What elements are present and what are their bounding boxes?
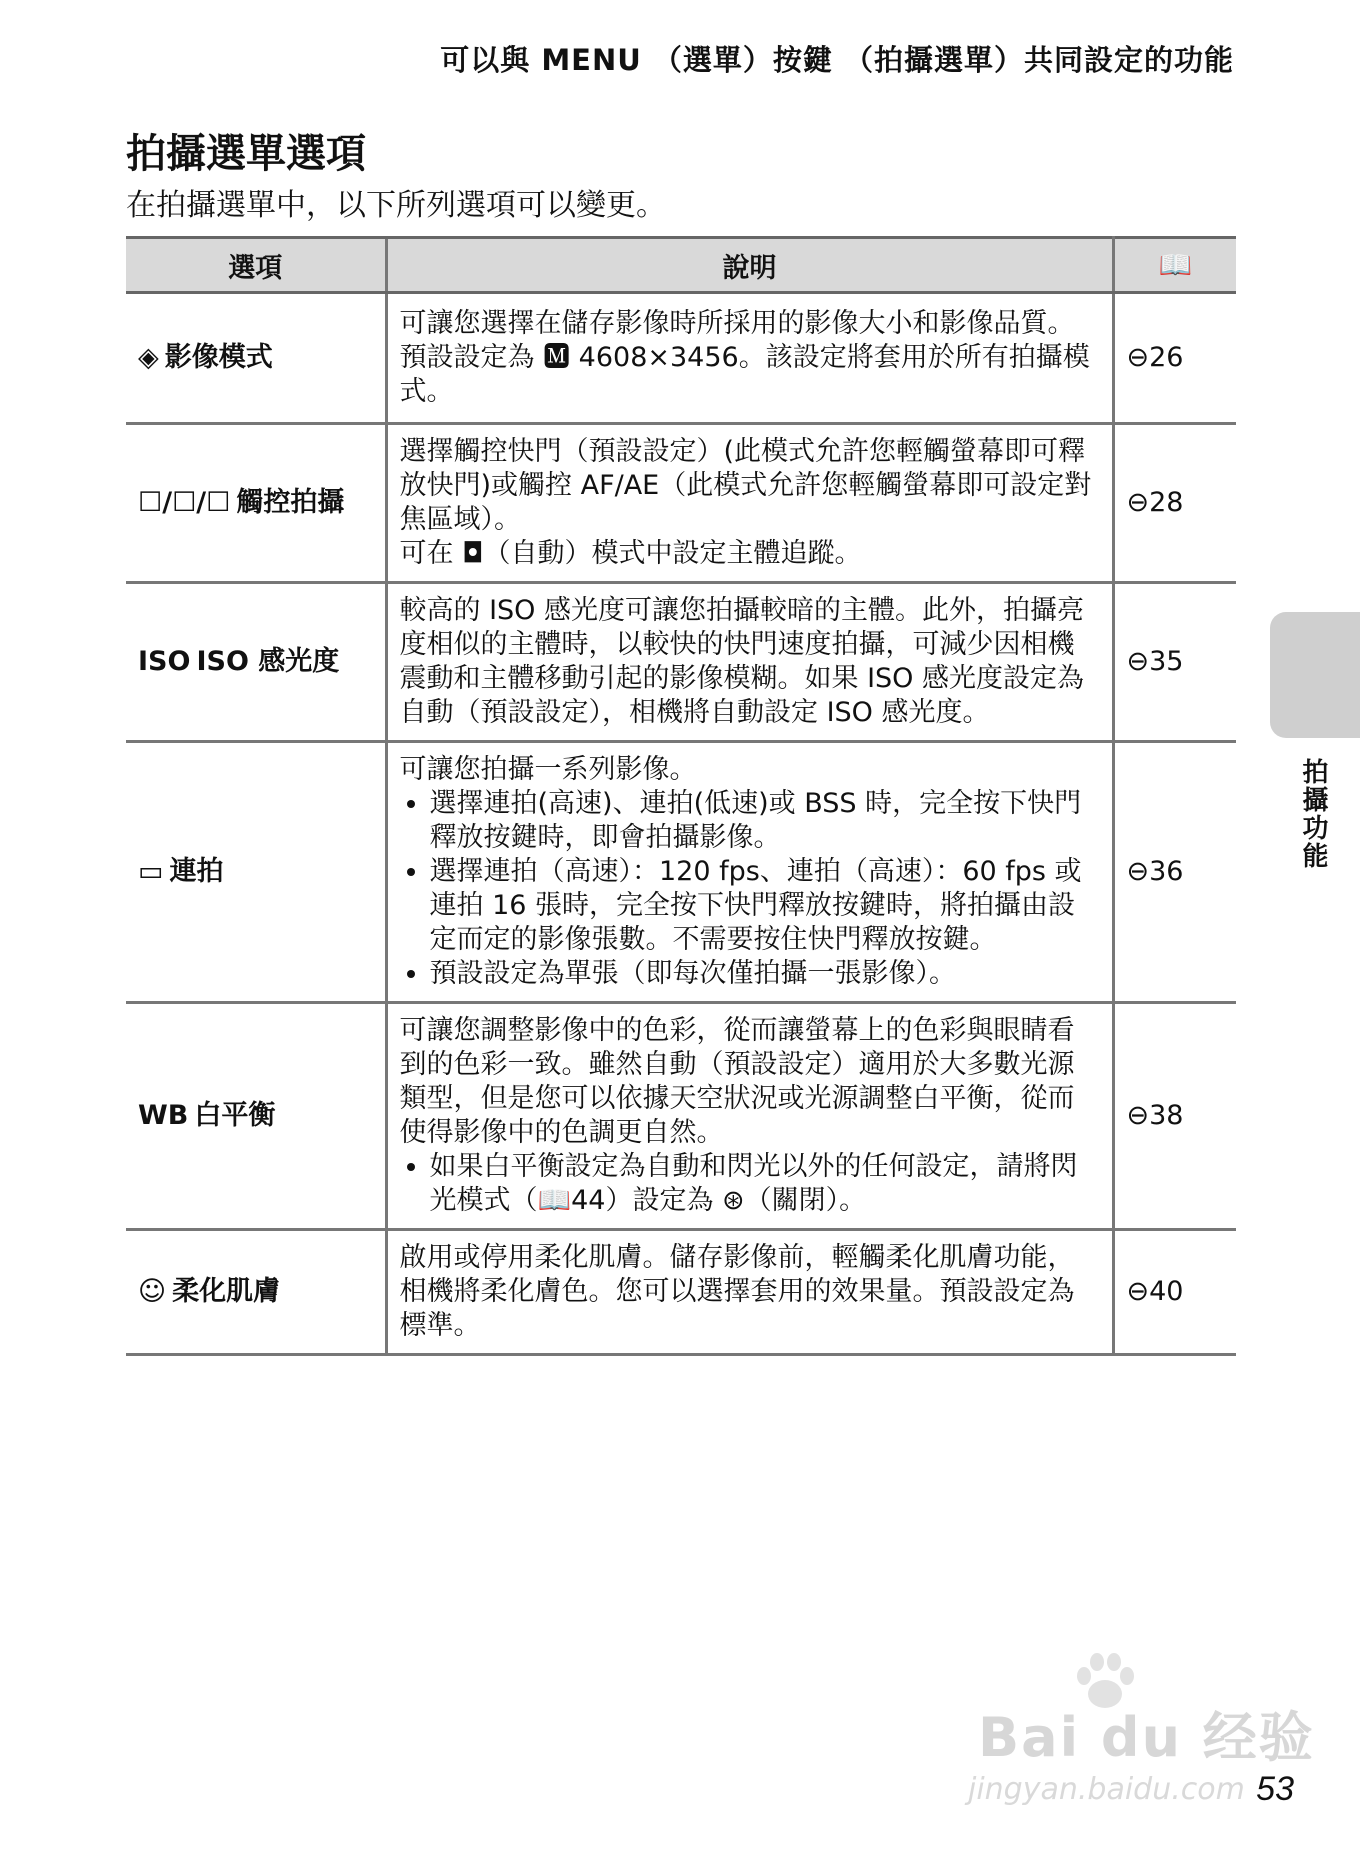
- description-line: 可讓您調整影像中的色彩，從而讓螢幕上的色彩與眼睛看到的色彩一致。雖然自動（預設設定）適用於大多數光源類型，但是您可以依據天空狀況或光源調整白平衡，從而使得影像中的色調更自然。: [399, 1015, 1075, 1148]
- option-cell: [126, 1230, 386, 1355]
- option-cell: [126, 583, 386, 742]
- watermark-brand: Bai du 经验: [978, 1706, 1315, 1769]
- table-header-row: [126, 238, 1236, 293]
- page-reference: ⊖40: [1113, 1230, 1236, 1355]
- option-cell: [126, 424, 386, 583]
- table-row: [126, 742, 1236, 1003]
- page-reference: ⊖38: [1113, 1003, 1236, 1230]
- table-row: [126, 1230, 1236, 1355]
- page-reference: ⊖26: [1113, 293, 1236, 424]
- description-line: 可讓您拍攝一系列影像。: [399, 754, 697, 785]
- description-line: 選擇觸控快門（預設設定）(此模式允許您輕觸螢幕即可釋放快門)或觸控 AF/AE（此模式允許您輕觸螢幕即可設定對焦區域）。: [399, 436, 1092, 535]
- option-label: 觸控拍攝: [236, 487, 345, 518]
- option-label: 影像模式: [164, 342, 273, 373]
- watermark-url: jingyan.baidu.com: [968, 1772, 1245, 1807]
- option-cell: [126, 293, 386, 424]
- shooting-menu-table: [126, 236, 1236, 1356]
- option-cell: [126, 742, 386, 1003]
- table-row: [126, 424, 1236, 583]
- description-line: 較高的 ISO 感光度可讓您拍攝較暗的主體。此外，拍攝亮度相似的主體時，以較快的快門速度拍攝，可減少因相機震動和主體移動引起的影像模糊。如果 ISO 感光度設定為自動（預設設定），相機將自動設定 ISO 感光度。: [399, 595, 1085, 728]
- description-line: 預設設定為 🅼 4608×3456。該設定將套用於所有拍攝模式。: [399, 342, 1090, 407]
- page-reference: ⊖36: [1113, 742, 1236, 1003]
- header-description: 說明: [386, 238, 1113, 293]
- section-title: 拍攝選單選項: [126, 131, 366, 177]
- bullet-list: [400, 787, 1100, 991]
- page-reference: ⊖28: [1113, 424, 1236, 583]
- option-label: 白平衡: [194, 1100, 276, 1131]
- page-reference: ⊖35: [1113, 583, 1236, 742]
- chapter-tab: [1270, 612, 1360, 738]
- description-cell: [386, 293, 1113, 424]
- description-cell: [386, 424, 1113, 583]
- running-header: 可以與 MENU （選單）按鍵 （拍攝選單）共同設定的功能: [440, 43, 1234, 77]
- image-mode-icon: ◈: [138, 342, 159, 373]
- description-cell: [386, 1230, 1113, 1355]
- iso-icon: ISO: [138, 646, 191, 677]
- description-line: 可在 ◘（自動）模式中設定主體追蹤。: [399, 538, 862, 569]
- option-label: ISO 感光度: [196, 646, 340, 677]
- option-label: 柔化肌膚: [172, 1276, 281, 1307]
- chapter-tab-label: 拍攝功能: [1298, 758, 1328, 870]
- table-row: [126, 293, 1236, 424]
- bullet-item: • 選擇連拍（高速）：120 fps、連拍（高速）：60 fps 或連拍 16 張時，完全按下快門釋放按鍵時，將拍攝由設定而定的影像張數。不需要按住快門釋放按鍵。: [430, 855, 1100, 957]
- bullet-item: • 預設設定為單張（即每次僅拍攝一張影像）。: [430, 957, 1100, 991]
- description-line: 啟用或停用柔化肌膚。儲存影像前，輕觸柔化肌膚功能，相機將柔化膚色。您可以選擇套用的效果量。預設設定為標準。: [399, 1242, 1075, 1341]
- table-row: [126, 1003, 1236, 1230]
- section-intro: 在拍攝選單中，以下所列選項可以變更。: [126, 188, 666, 223]
- header-reference-book-icon: 📖: [1113, 238, 1236, 293]
- header-option: 選項: [126, 238, 386, 293]
- bullet-item: • 如果白平衡設定為自動和閃光以外的任何設定，請將閃光模式（📖44）設定為 ⊛（關閉）。: [430, 1150, 1100, 1218]
- description-cell: [386, 1003, 1113, 1230]
- white-balance-icon: WB: [138, 1100, 189, 1131]
- description-line: 可讓您選擇在儲存影像時所採用的影像大小和影像品質。: [399, 308, 1075, 339]
- touch-shooting-icon: ☐/☐/☐: [138, 487, 231, 518]
- description-cell: [386, 583, 1113, 742]
- option-label: 連拍: [169, 856, 224, 887]
- page-number: 53: [1256, 1770, 1294, 1808]
- option-cell: [126, 1003, 386, 1230]
- bullet-item: • 選擇連拍(高速)、連拍(低速)或 BSS 時，完全按下快門釋放按鍵時，即會拍攝影像。: [430, 787, 1100, 855]
- description-cell: [386, 742, 1113, 1003]
- table-row: [126, 583, 1236, 742]
- skin-softening-icon: ☺: [138, 1276, 167, 1307]
- bullet-list: [400, 1150, 1100, 1218]
- continuous-icon: ▭: [138, 856, 164, 887]
